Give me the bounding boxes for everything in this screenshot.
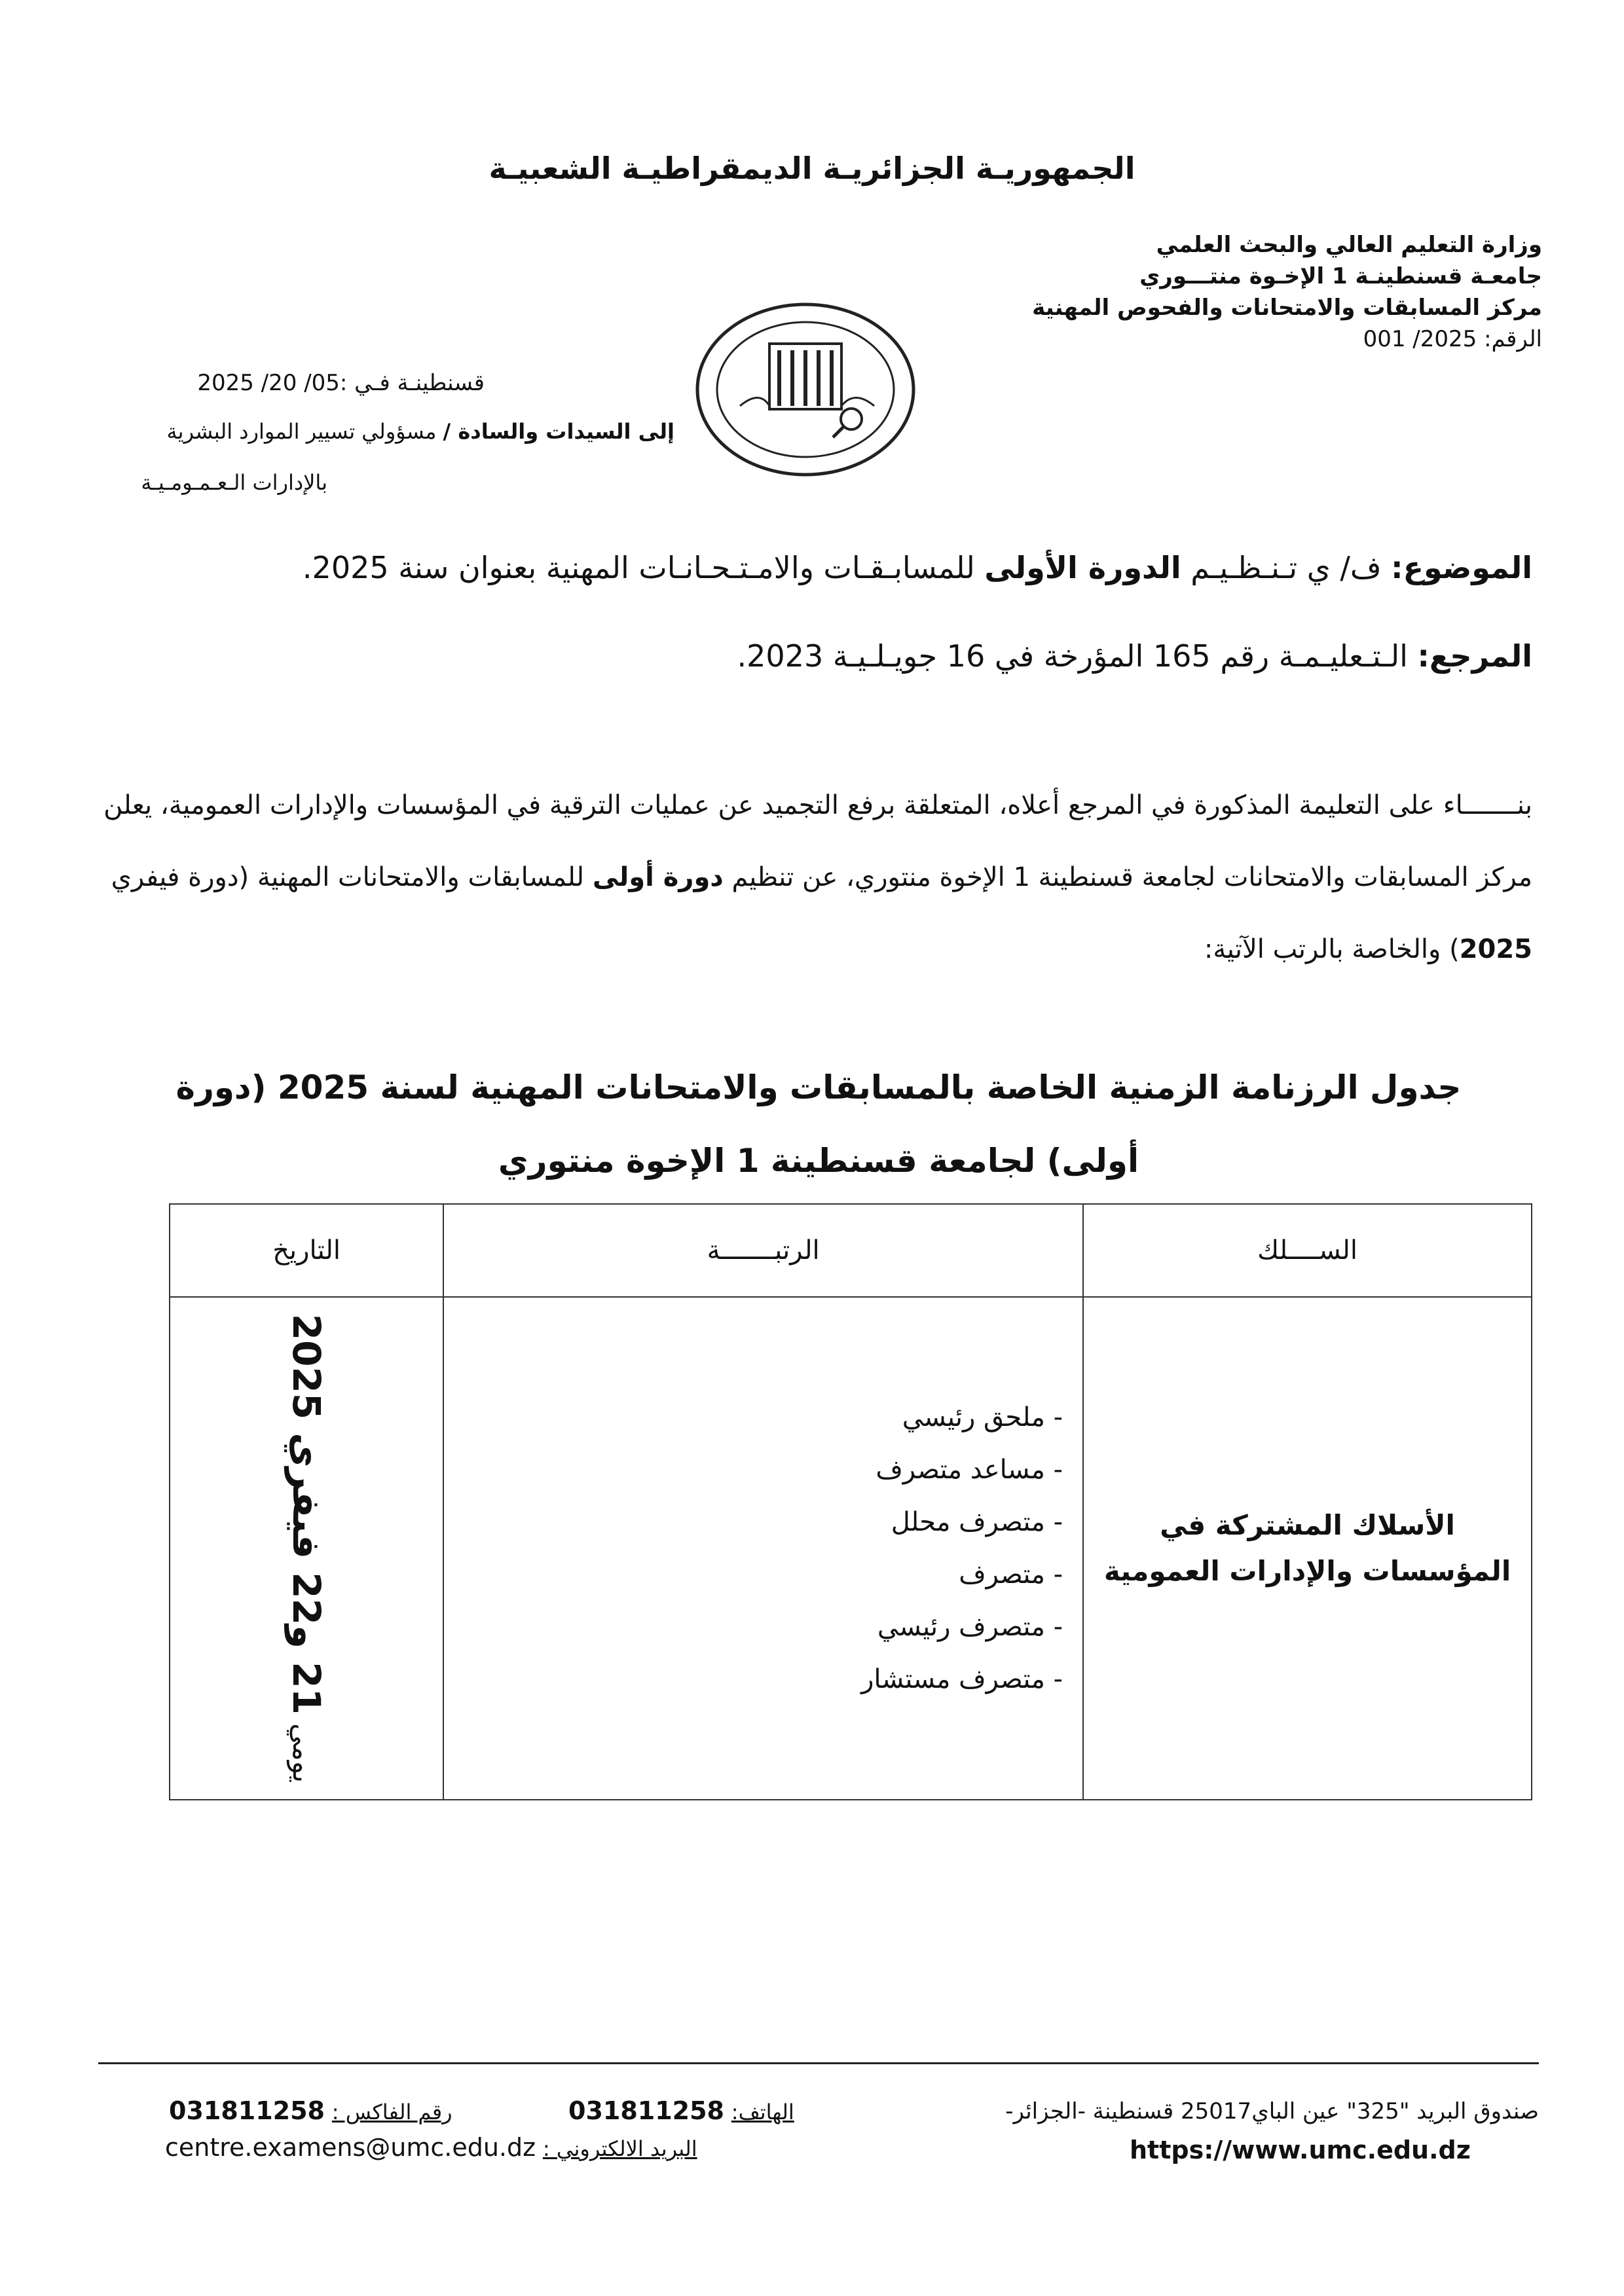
email-value[interactable]: centre.examens@umc.edu.dz [165,2133,536,2162]
schedule-table [169,1203,1532,1800]
university-name: جامعـة قسنطينـة 1 الإخـوة منتـــوري [1139,263,1542,289]
university-seal [688,298,923,481]
list-item: - ملحق رئيسي [445,1391,1063,1444]
recipients-line-2: بالإدارات الـعـمـومـيـة [141,470,327,495]
footer-address: صندوق البريد "325" عين الباي25017 قسنطينة -الجزائر- [1005,2098,1539,2124]
column-header-corps: الســــلك [1083,1204,1532,1297]
place-date: قسنطينـة فـي :05/ 20/ 2025 [197,370,485,396]
column-header-grade: الرتبـــــــة [443,1204,1083,1297]
reference-line [59,638,1532,674]
reference-text: الـتـعليـمـة رقم 165 المؤرخة في 16 جويـلـيـة 2023. [737,638,1418,674]
subject-line [59,550,1532,585]
list-item: - متصرف محلل [445,1496,1063,1548]
list-item: - متصرف رئيسي [445,1601,1063,1653]
exam-date-prefix: يومي [287,1714,320,1783]
reference-label: المرجع: [1417,638,1532,674]
body-paragraph [92,769,1532,985]
schedule-title: جدول الرزنامة الزمنية الخاصة بالمسابقات والامتحانات المهنية لسنة 2025 (دورة أولى) لجامعة قسنطينة 1 الإخوة منتوري [175,1068,1462,1180]
body-text-2: للمسابقات والامتحانات المهنية (دورة فيفري [111,862,593,892]
corps-cell: الأسلاك المشتركة في المؤسسات والإدارات العمومية [1083,1297,1532,1800]
email-label: البريد الالكتروني : [542,2136,697,2161]
subject-text-pre: ف/ ي تـنـظـيـم [1181,550,1392,585]
grade-list [445,1391,1063,1705]
footer-website[interactable]: https://www.umc.edu.dz [1130,2136,1471,2164]
subject-label: الموضوع: [1391,550,1532,585]
phone-value: 031811258 [568,2096,724,2125]
list-item: - متصرف [445,1548,1063,1601]
center-name: مركز المسابقات والامتحانات والفحوص المهنية [1032,295,1542,321]
table-row [170,1297,1532,1800]
list-item: - متصرف مستشار [445,1653,1063,1705]
subject-text-post: للمسابـقـات والامـتـحـانـات المهنية بعنوان سنة 2025. [302,550,985,585]
body-bold-2: 2025 [1459,934,1532,964]
table-header-row [170,1204,1532,1297]
fax-value: 031811258 [169,2096,325,2125]
recipients-salutation: إلى السيدات والسادة / [443,419,674,444]
issuer-block [953,229,1542,355]
exam-date [284,1314,329,1783]
column-header-date: التاريخ [170,1204,443,1297]
republic-heading: الجمهوريـة الجزائريـة الديمقراطيـة الشعبيـة [489,151,1135,186]
reference-number [953,323,1542,355]
grade-cell [443,1297,1083,1800]
exam-date-main: 21 و22 فيفري 2025 [284,1313,329,1715]
body-text-1: بنـــــــاء على التعليمة المذكورة في المرجع أعلاه، المتعلقة برفع التجميد عن عمليات الترقية في المؤسسات والإدارات العمومية، يعلن مركز المسابقات والامتحانات لجامعة قسنطينة 1 الإخوة منتوري، عن تنظيم [103,790,1532,892]
number-label: الرقم: [1484,326,1542,352]
ministry-name: وزارة التعليم العالي والبحث العلمي [1156,232,1542,258]
list-item: - مساعد متصرف [445,1444,1063,1496]
footer-fax [169,2096,452,2125]
footer-divider [98,2062,1539,2064]
recipients-role: مسؤولي تسيير الموارد البشرية [166,419,443,444]
body-text-3: ) والخاصة بالرتب الآتية: [1204,934,1460,964]
subject-text-bold: الدورة الأولى [984,550,1181,585]
phone-label: الهاتف: [731,2100,794,2124]
footer-phone [568,2096,794,2125]
body-bold-1: دورة أولى [592,862,724,892]
recipients-line [157,419,674,444]
footer-email [165,2133,697,2162]
fax-label: رقم الفاكس : [331,2100,452,2124]
number-value: 2025/ 001 [1363,326,1477,352]
date-cell [170,1297,443,1800]
